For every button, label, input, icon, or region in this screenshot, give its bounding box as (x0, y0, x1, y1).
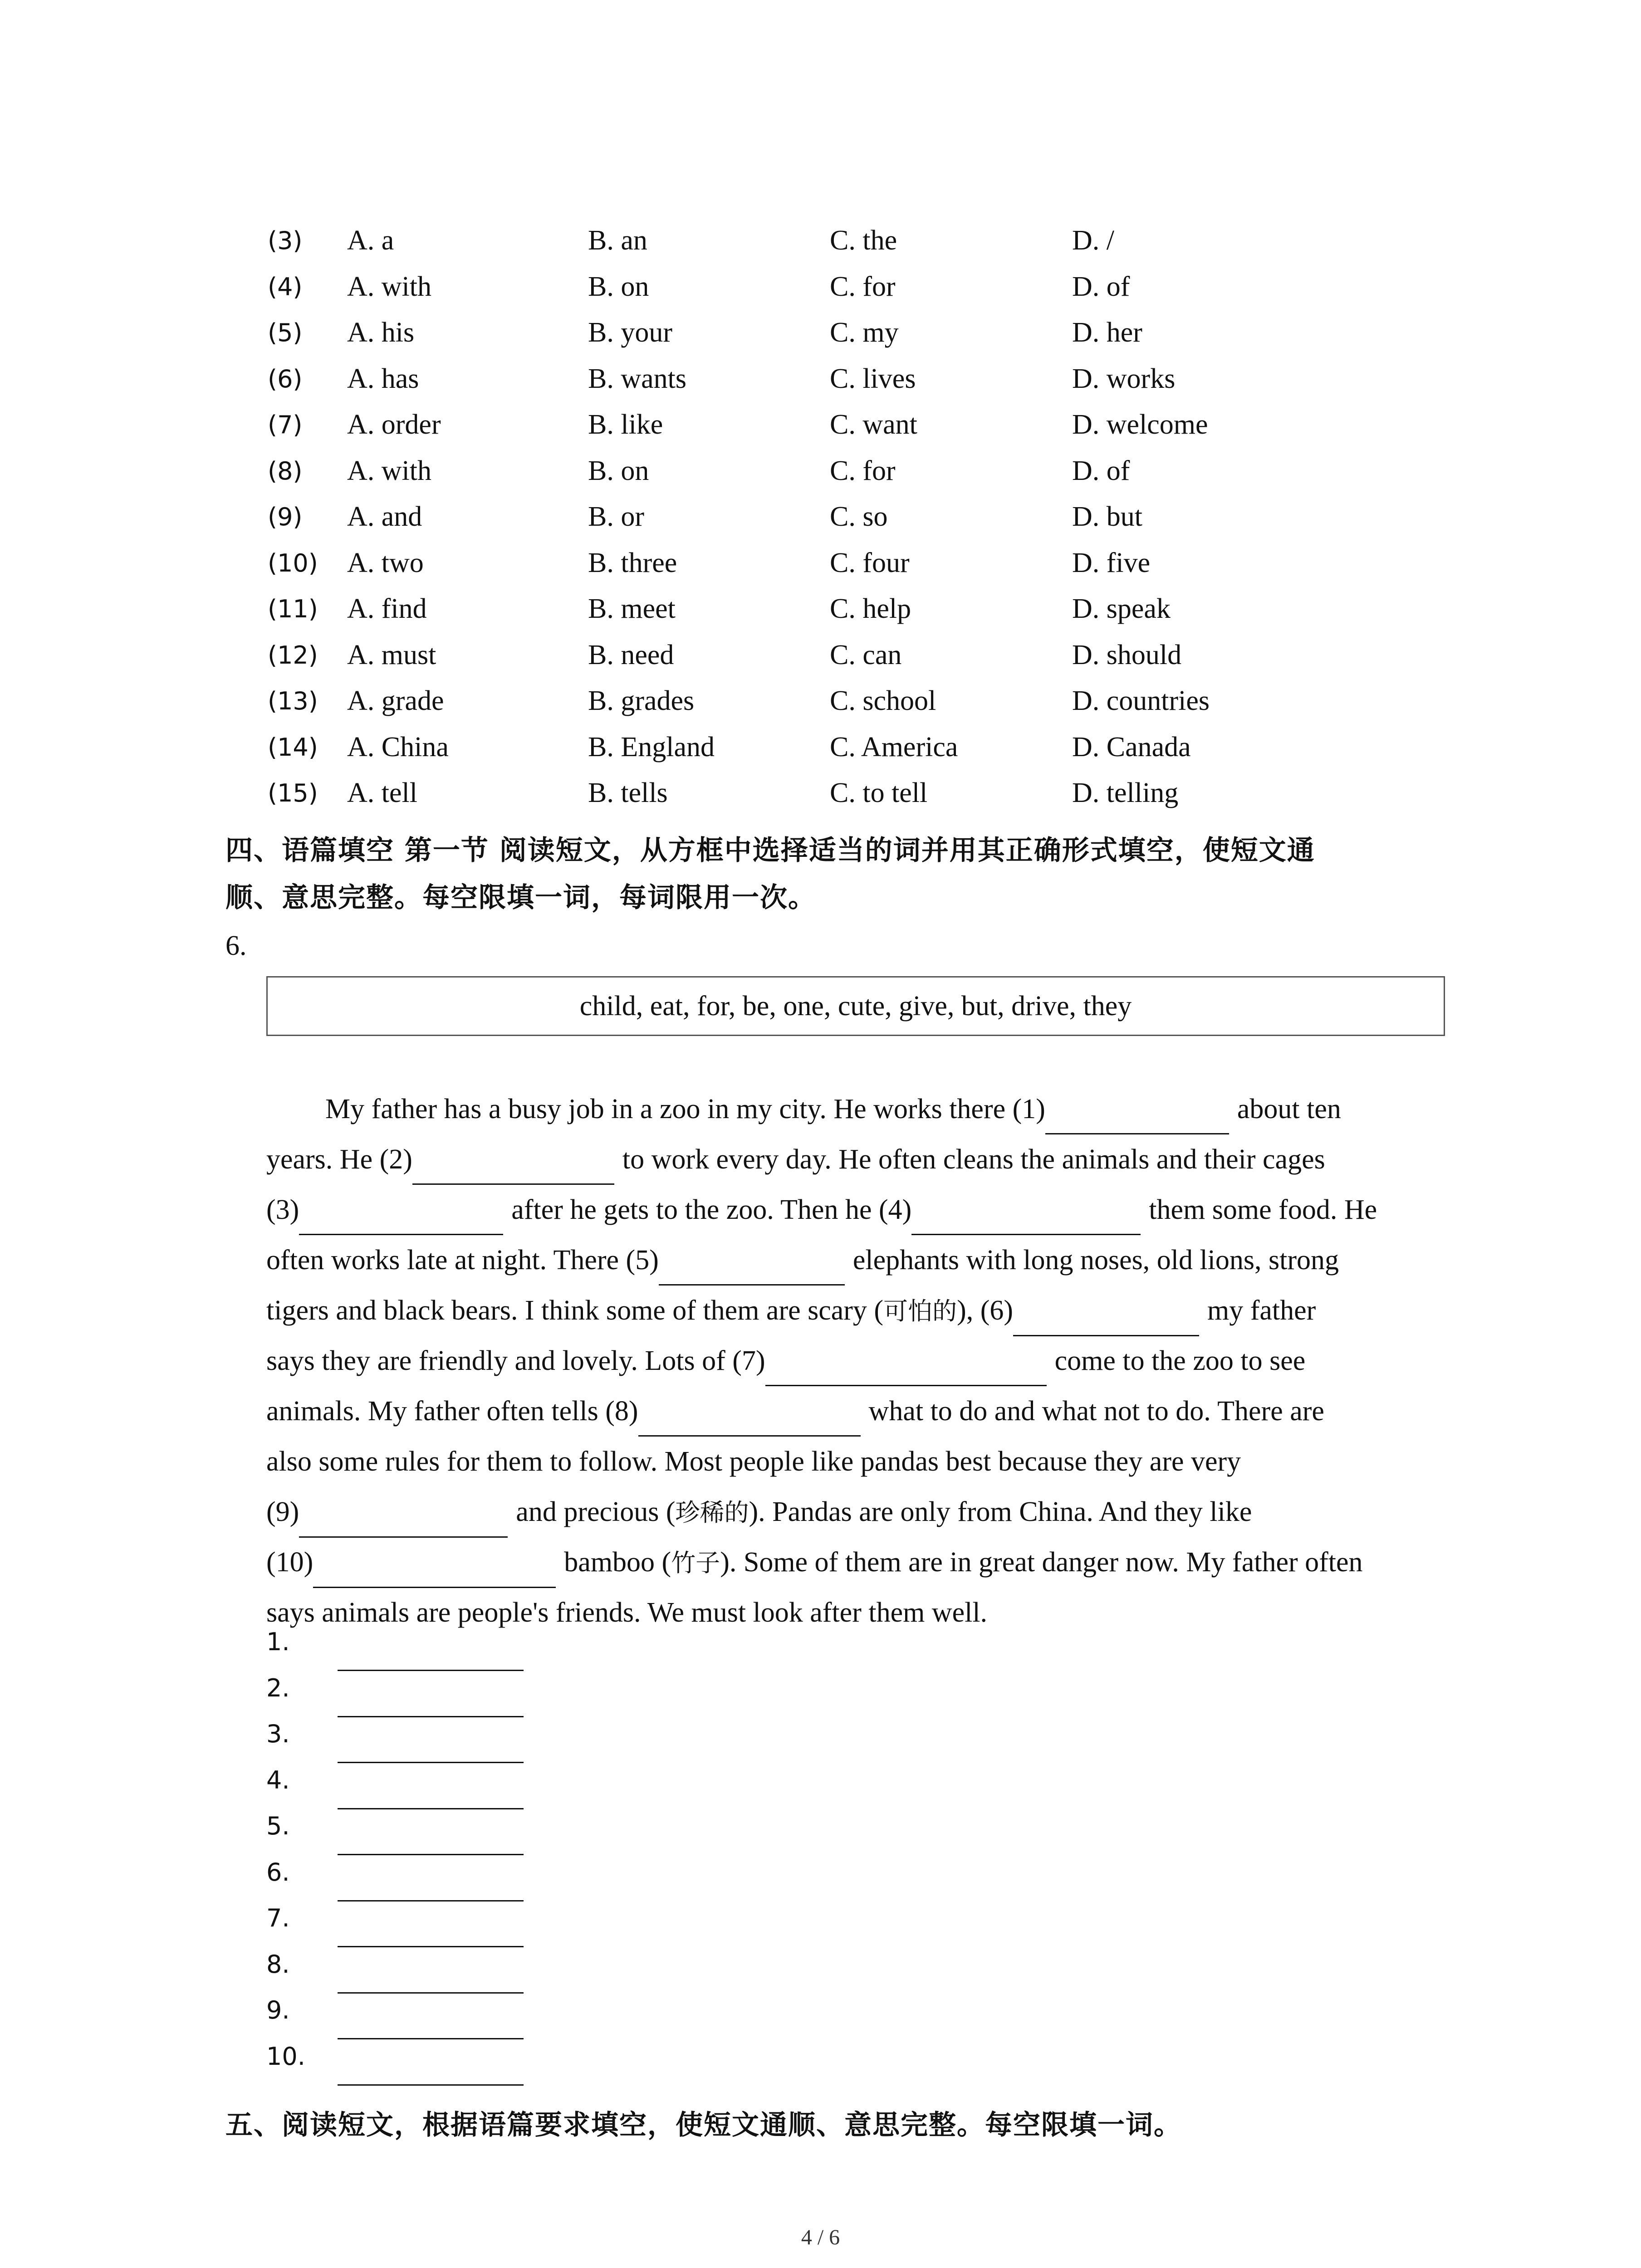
option-number: (4) (268, 272, 303, 301)
option-a[interactable]: A. China (347, 731, 449, 763)
answer-blank[interactable] (338, 1670, 524, 1671)
option-c[interactable]: C. to tell (830, 777, 928, 808)
option-a[interactable]: A. must (347, 639, 436, 670)
option-b[interactable]: B. meet (588, 593, 676, 624)
option-c[interactable]: C. help (830, 593, 911, 624)
option-number: (10) (268, 548, 318, 577)
option-row (0, 264, 1641, 310)
option-row (0, 494, 1641, 540)
answer-blank[interactable] (338, 2084, 524, 2086)
option-row (0, 402, 1641, 448)
answer-label: 9. (266, 1996, 290, 2024)
option-number: (15) (268, 779, 318, 807)
option-b[interactable]: B. like (588, 409, 663, 440)
option-number: (13) (268, 687, 318, 715)
passage-line: says they are friendly and lovely. Lots of (7) come to the zoo to see (266, 1336, 1450, 1386)
option-a[interactable]: A. with (347, 271, 431, 302)
blank-6[interactable] (1013, 1298, 1199, 1336)
option-row (0, 356, 1641, 402)
option-c[interactable]: C. for (830, 455, 896, 486)
answer-label: 10. (266, 2042, 305, 2071)
blank-7[interactable] (765, 1348, 1047, 1386)
answer-label: 2. (266, 1673, 290, 1702)
section-4-heading (225, 827, 1460, 921)
option-number: (14) (268, 733, 318, 762)
option-row (0, 586, 1641, 632)
option-c[interactable]: C. my (830, 317, 899, 348)
option-c[interactable]: C. America (830, 731, 958, 763)
section-5-heading: 五、阅读短文，根据语篇要求填空，使短文通顺、意思完整。每空限填一词。 (225, 2109, 1182, 2141)
option-a[interactable]: A. tell (347, 777, 417, 808)
option-b[interactable]: B. need (588, 639, 674, 670)
option-row (0, 310, 1641, 356)
option-d[interactable]: D. works (1072, 363, 1176, 394)
passage-line: (10) bamboo (竹子). Some of them are in great danger now. My father often (266, 1537, 1450, 1588)
option-row (0, 448, 1641, 494)
passage-line: also some rules for them to follow. Most people like pandas best because they are very (266, 1446, 1241, 1477)
option-a[interactable]: A. order (347, 409, 441, 440)
word-box (266, 976, 1445, 1036)
option-d[interactable]: D. but (1072, 501, 1142, 532)
passage-line: tigers and black bears. I think some of them are scary (可怕的), (6) my father (266, 1286, 1450, 1336)
option-b[interactable]: B. or (588, 501, 644, 532)
option-a[interactable]: A. with (347, 455, 431, 486)
option-number: (7) (268, 411, 303, 439)
option-d[interactable]: D. of (1072, 271, 1130, 302)
passage-line: years. He (2) to work every day. He often cleans the animals and their cages (266, 1134, 1450, 1185)
word-box-text: child, eat, for, be, one, cute, give, but, drive, they (579, 990, 1132, 1022)
answer-blank[interactable] (338, 1854, 524, 1855)
passage-line: (9) and precious (珍稀的). Pandas are only from China. And they like (266, 1487, 1450, 1537)
option-c[interactable]: C. school (830, 685, 936, 716)
answer-label: 4. (266, 1765, 290, 1794)
blank-4[interactable] (911, 1197, 1141, 1235)
option-c[interactable]: C. so (830, 501, 888, 532)
passage-line: says animals are people's friends. We must look after them well. (266, 1597, 988, 1628)
option-b[interactable]: B. an (588, 225, 647, 256)
option-number: (8) (268, 456, 303, 485)
answer-label: 5. (266, 1812, 290, 1840)
option-b[interactable]: B. on (588, 271, 649, 302)
answer-blank[interactable] (338, 1992, 524, 1994)
option-a[interactable]: A. two (347, 547, 424, 578)
option-c[interactable]: C. the (830, 225, 897, 256)
option-b[interactable]: B. your (588, 317, 672, 348)
option-b[interactable]: B. wants (588, 363, 686, 394)
passage-line: (3) after he gets to the zoo. Then he (4) them some food. He (266, 1185, 1450, 1235)
blank-8[interactable] (638, 1398, 861, 1437)
options-table (0, 218, 1641, 816)
option-a[interactable]: A. his (347, 317, 415, 348)
answer-blank[interactable] (338, 1808, 524, 1809)
answer-blank[interactable] (338, 1900, 524, 1901)
option-a[interactable]: A. has (347, 363, 419, 394)
option-b[interactable]: B. tells (588, 777, 668, 808)
option-d[interactable]: D. speak (1072, 593, 1171, 624)
answer-label: 8. (266, 1950, 290, 1979)
option-b[interactable]: B. three (588, 547, 677, 578)
blank-5[interactable] (659, 1247, 845, 1286)
option-number: (12) (268, 640, 318, 670)
option-number: (3) (268, 226, 303, 255)
option-row (0, 770, 1641, 816)
option-d[interactable]: D. should (1072, 639, 1182, 670)
option-a[interactable]: A. and (347, 501, 422, 532)
option-d[interactable]: D. telling (1072, 777, 1179, 808)
option-c[interactable]: C. four (830, 547, 910, 578)
option-d[interactable]: D. five (1072, 547, 1151, 578)
option-number: (11) (268, 595, 318, 623)
answer-label: 3. (266, 1720, 290, 1748)
option-number: (9) (268, 503, 303, 531)
option-row (0, 724, 1641, 771)
option-d[interactable]: D. countries (1072, 685, 1210, 716)
option-d[interactable]: D. welcome (1072, 409, 1208, 440)
section-4-heading-line2: 顺、意思完整。每空限填一词，每词限用一次。 (225, 882, 816, 914)
passage (266, 1084, 1450, 1638)
answer-blank[interactable] (338, 1946, 524, 1947)
option-c[interactable]: C. can (830, 639, 902, 670)
option-row (0, 218, 1641, 264)
option-a[interactable]: A. find (347, 593, 427, 624)
option-b[interactable]: B. on (588, 455, 649, 486)
passage-line: animals. My father often tells (8) what to do and what not to do. There are (266, 1386, 1450, 1437)
option-c[interactable]: C. for (830, 271, 896, 302)
answer-blank[interactable] (338, 2038, 524, 2039)
section-4-heading-line1: 四、语篇填空 第一节 阅读短文，从方框中选择适当的词并用其正确形式填空，使短文通 (225, 835, 1315, 866)
option-number: (5) (268, 318, 303, 347)
option-c[interactable]: C. lives (830, 363, 916, 394)
question-number: 6. (225, 930, 247, 961)
option-d[interactable]: D. of (1072, 455, 1130, 486)
answer-blank[interactable] (338, 1716, 524, 1717)
option-row (0, 540, 1641, 587)
option-c[interactable]: C. want (830, 409, 917, 440)
blank-3[interactable] (299, 1197, 503, 1235)
answer-label: 6. (266, 1857, 290, 1887)
page-number: 4 / 6 (801, 2225, 840, 2249)
passage-line: My father has a busy job in a zoo in my city. He works there (1) about ten (266, 1084, 1450, 1134)
answer-label: 7. (266, 1904, 290, 1932)
blank-10[interactable] (313, 1549, 556, 1588)
option-b[interactable]: B. England (588, 731, 715, 763)
option-d[interactable]: D. / (1072, 225, 1114, 256)
option-d[interactable]: D. Canada (1072, 731, 1191, 763)
option-b[interactable]: B. grades (588, 685, 695, 716)
blank-9[interactable] (299, 1499, 508, 1538)
answer-blank[interactable] (338, 1762, 524, 1763)
passage-line: often works late at night. There (5) elephants with long noses, old lions, strong (266, 1235, 1450, 1286)
option-number: (6) (268, 364, 303, 393)
option-row (0, 678, 1641, 724)
blank-2[interactable] (412, 1146, 614, 1185)
option-a[interactable]: A. a (347, 225, 394, 256)
option-a[interactable]: A. grade (347, 685, 444, 716)
option-row (0, 632, 1641, 679)
answer-label: 1. (266, 1628, 290, 1656)
option-d[interactable]: D. her (1072, 317, 1142, 348)
blank-1[interactable] (1045, 1096, 1229, 1134)
